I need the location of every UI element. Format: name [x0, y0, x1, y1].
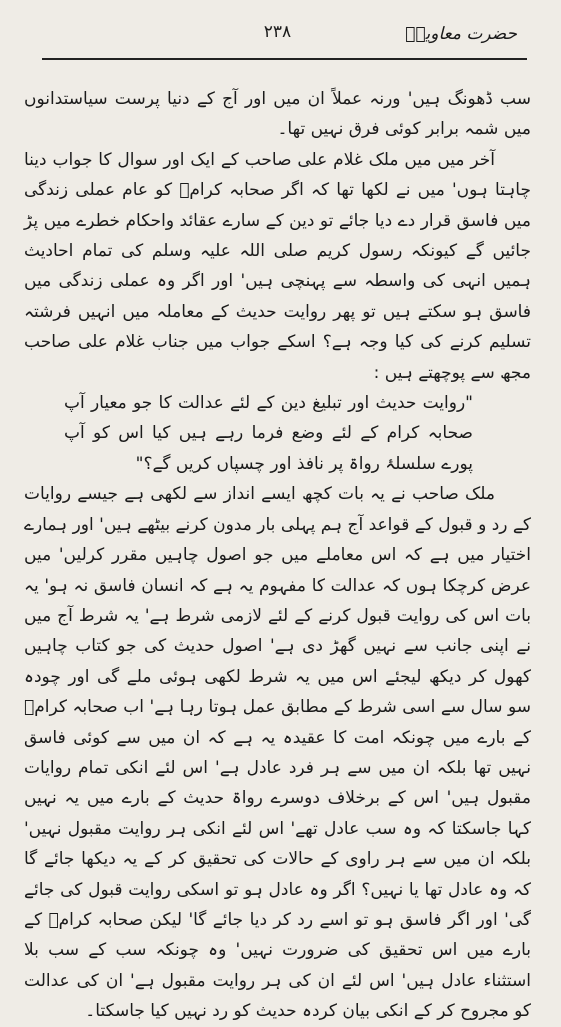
- running-title: حضرت معاویہؓ: [405, 24, 517, 44]
- page-number: ۲۳۸: [263, 22, 292, 42]
- page-header: [24, 0, 531, 62]
- paragraph: آخر میں میں ملک غلام علی صاحب کے ایک اور سوال کا جواب دینا چاہتا ہوں' میں نے لکھا تھا کہ اگر صحابہ کرامؓ کو عام عملی زندگی میں فاسق قرار دے دیا جائے تو دین کے سارے عقائد واحکام خطرے میں پڑ جائیں گے کیونکہ رسول کریم صلی اللہ علیہ وسلم کی تمام احادیث ہمیں انہی کی واسطہ سے پہنچی ہیں' اور اگر وہ عملی زندگی میں فاسق ہو سکتے ہیں تو پھر روایت حدیث کے معاملہ میں انہیں فرشتہ تسلیم کرنے کی کیا وجہ ہے؟ اسکے جواب میں جناب غلام علی صاحب مجھ سے پوچھتے ہیں :: [24, 149, 531, 383]
- header-rule: [42, 58, 527, 60]
- block-quote: "روایت حدیث اور تبلیغ دین کے لئے عدالت کا جو معیار آپ صحابہ کرام کے لئے وضع فرما رہے ہیں کیا اس کو آپ پورے سلسلۂ رواۃ پر نافذ اور چسپاں کریں گے؟": [64, 393, 473, 474]
- paragraph: سب ڈھونگ ہیں' ورنہ عملاً ان میں اور آج کے دنیا پرست سیاستدانوں میں شمہ برابر کوئی فرق نہیں تھا۔: [24, 89, 531, 140]
- paragraph: ملک صاحب نے یہ بات کچھ ایسے انداز سے لکھی ہے جیسے روایات کے رد و قبول کے قواعد آج ہم پہلی بار مدون کرنے بیٹھے ہیں' اور ہمارے اختیار میں ہے کہ اس معاملے میں جو اصول چاہیں مقرر کرلیں' میں عرض کرچکا ہوں کہ عدالت کا مفہوم یہ ہے کہ انسان فاسق نہ ہو' یہ بات اس کی روایت قبول کرنے کے لئے لازمی شرط ہے' یہ شرط آج میں نے اپنی جانب سے نہیں گھڑ دی ہے' اصول حدیث کی جو کتاب چاہیں کھول کر دیکھ لیجئے اس میں یہ شرط لکھی ہوئی ملے گی اور چودہ سو سال سے اسی شرط کے مطابق عمل ہوتا رہا ہے' اب صحابہ کرامؓ کے بارے میں چونکہ امت کا عقیدہ یہ ہے کہ ان میں سے کوئی فاسق نہیں تھا بلکہ ان میں سے ہر فرد عادل ہے' اس لئے انکی تمام روایات مقبول ہیں' اس کے برخلاف دوسرے رواۃ حدیث کے بارے میں یہ نہیں کہا جاسکتا کہ وہ سب عادل تھے' اس لئے انکی ہر روایت مقبول نہیں' بلکہ ان میں سے ہر راوی کے حالات کی تحقیق کر کے یہ دیکھا جائے گا کہ وہ عادل تھا یا نہیں؟ اگر وہ عادل ہو تو اسکی روایت قبول کی جائے گی' اور اگر فاسق ہو تو اسے رد کر دیا جائے گا' لیکن صحابہ کرامؓ کے بارے میں اس تحقیق کی ضرورت نہیں' وہ چونکہ سب کے سب بلا استثناء عادل ہیں' اس لئے ان کی ہر روایت مقبول ہے' ان کی عدالت کو مجروح کر کے انکی بیان کردہ حدیث کو رد نہیں کیا جاسکتا۔: [24, 484, 531, 1022]
- body-text: [24, 62, 531, 1027]
